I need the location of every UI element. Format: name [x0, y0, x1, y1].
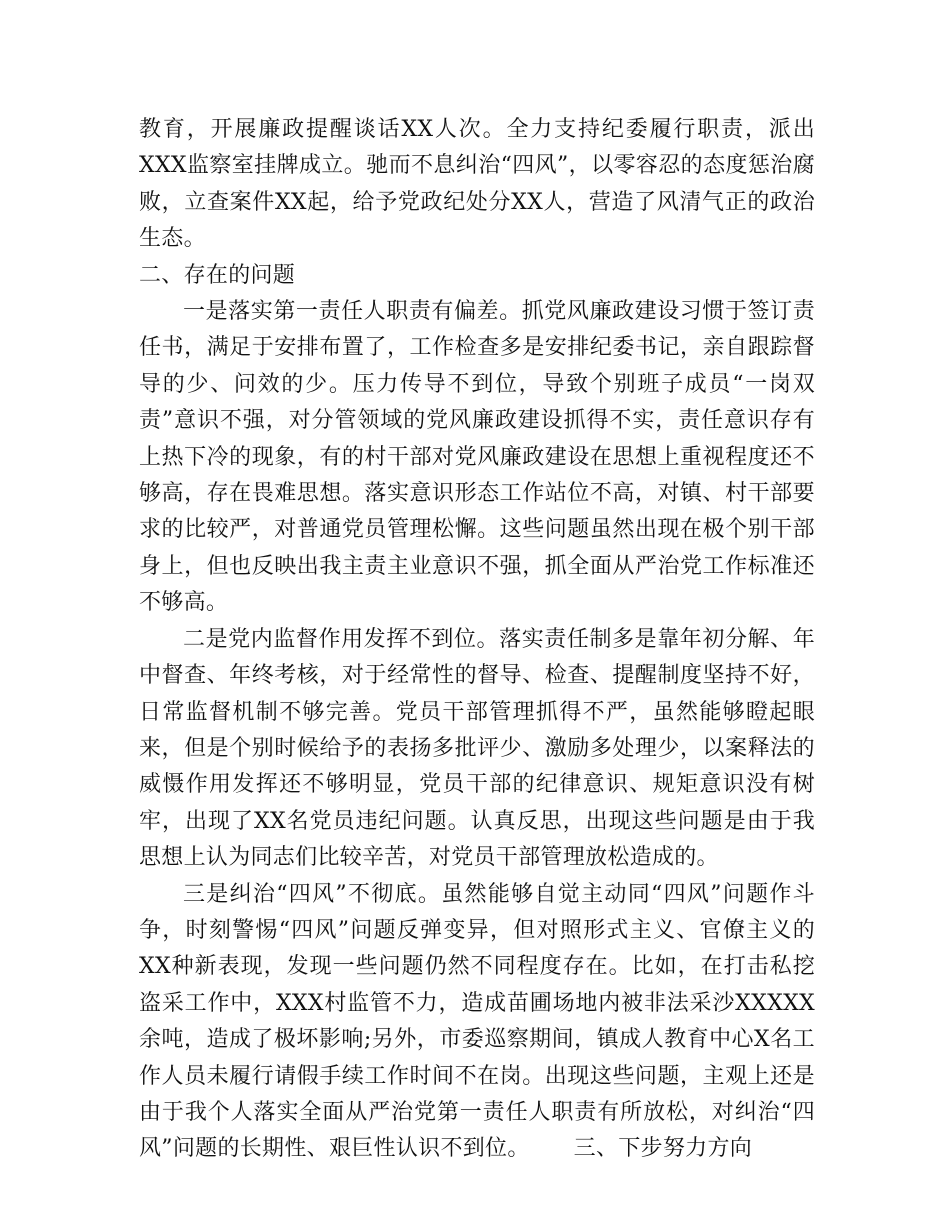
paragraph-four-winds	[139, 877, 815, 1168]
paragraph-four-winds-text: 三是纠治“四风”不彻底。虽然能够自觉主动同“四风”问题作斗争，时刻警惕“四风”问题反弹变异，但对照形式主义、官僚主义的XX种新表现，发现一些问题仍然不同程度存在。比如，在打击私挖盗采工作中，XXX村监管不力，造成苗圃场地内被非法采沙XXXXX余吨，造成了极坏影响;另外，市委巡察期间，镇成人教育中心X名工作人员未履行请假手续工作时间不在岗。出现这些问题，主观上还是由于我个人落实全面从严治党第一责任人职责有所放松，对纠治“四风”问题的长期性、艰巨性认识不到位。	[139, 881, 815, 1162]
paragraph-internal-supervision: 二是党内监督作用发挥不到位。落实责任制多是靠年初分解、年中督查、年终考核，对于经常性的督导、检查、提醒制度坚持不好，日常监督机制不够完善。党员干部管理抓得不严，虽然能够瞪起眼来，但是个别时候给予的表扬多批评少、激励多处理少，以案释法的威慑作用发挥还不够明显，党员干部的纪律意识、规矩意识没有树牢，出现了XX名党员违纪问题。认真反思，出现这些问题是由于我思想上认为同志们比较辛苦，对党员干部管理放松造成的。	[139, 626, 815, 871]
paragraph-first-responsibility: 一是落实第一责任人职责有偏差。抓党风廉政建设习惯于签订责任书，满足于安排布置了，工作检查多是安排纪委书记，亲自跟踪督导的少、问效的少。压力传导不到位，导致个别班子成员“一岗双责”意识不强，对分管领域的党风廉政建设抓得不实，责任意识存有上热下冷的现象，有的村干部对党风廉政建设在思想上重视程度还不够高，存在畏难思想。落实意识形态工作站位不高，对镇、村干部要求的比较严，对普通党员管理松懈。这些问题虽然出现在极个别干部身上，但也反映出我主责主业意识不强，抓全面从严治党工作标准还不够高。	[139, 299, 815, 616]
section-heading-problems: 二、存在的问题	[139, 262, 296, 288]
section-heading-next-steps: 三、下步努力方向	[573, 1136, 753, 1162]
paragraph-continuation: 教育，开展廉政提醒谈话XX人次。全力支持纪委履行职责，派出XXX监察室挂牌成立。驰而不息纠治“四风”，以零容忍的态度惩治腐败，立查案件XX起，给予党政纪处分XX人，营造了风清气正的政治生态。	[139, 117, 815, 252]
document-body	[139, 112, 815, 1168]
